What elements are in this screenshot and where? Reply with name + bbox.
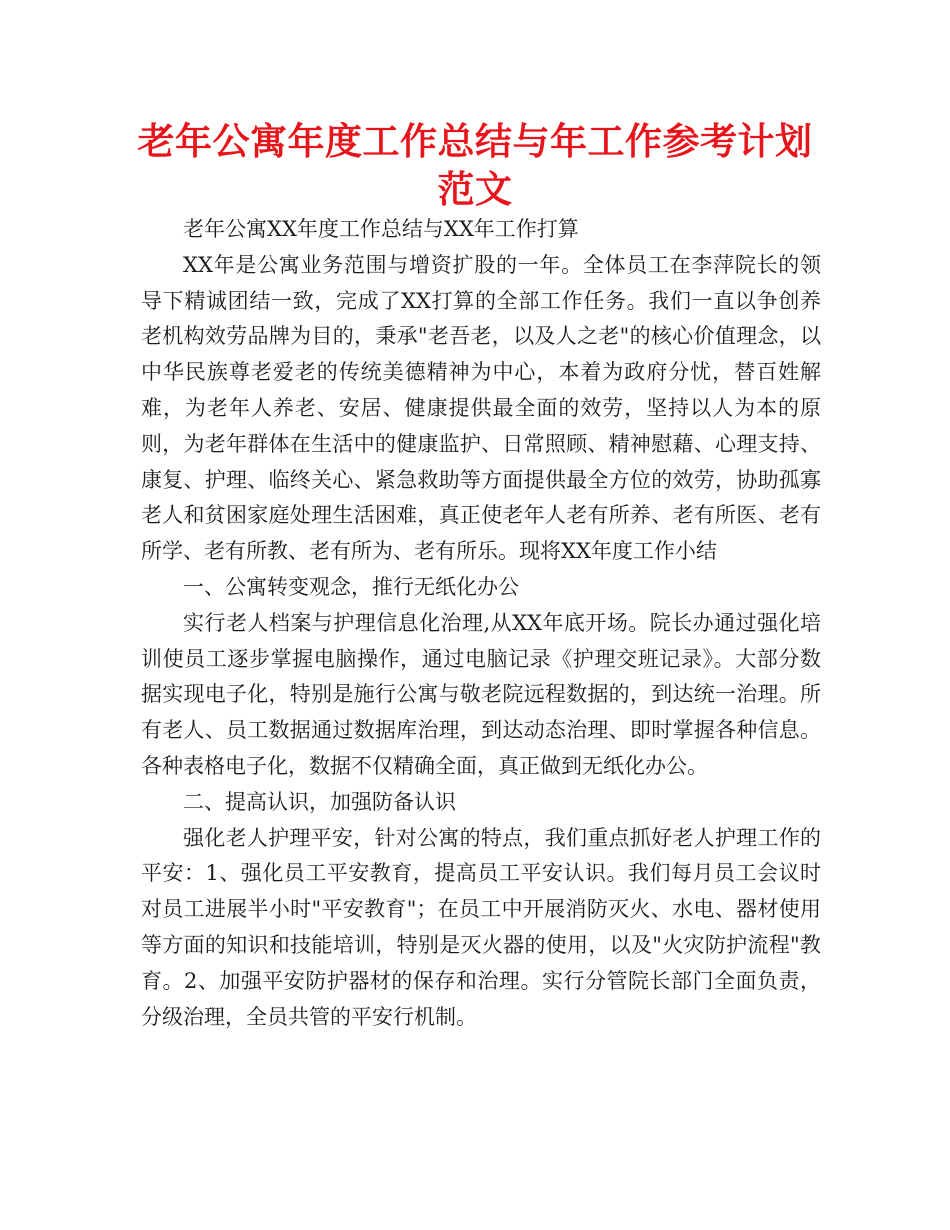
subtitle-paragraph: 老年公寓XX年度工作总结与XX年工作打算 xyxy=(183,217,579,241)
section-paragraph-1: 实行老人档案与护理信息化治理,从XX年底开场。院长办通过强化培训使员工逐步掌握电脑操作，通过电脑记录《护理交班记录》。大部分数据实现电子化，特别是施行公寓与敬老院远程数据的，到达统一治理。所有老人、员工数据通过数据库治理，到达动态治理、即时掌握各种信息。各种表格电子化，数据不仅精确全面，真正做到无纸化办公。 xyxy=(141,610,821,778)
section-heading-2: 二、提高认识，加强防备认识 xyxy=(183,789,456,814)
section-heading-1: 一、公寓转变观念，推行无纸化办公 xyxy=(183,574,519,599)
intro-paragraph: XX年是公寓业务范围与增资扩股的一年。全体员工在李萍院长的领导下精诚团结一致，完成了XX打算的全部工作任务。我们一直以争创养老机构效劳品牌为目的，秉承"老吾老，以及人之老"的核心价值理念，以中华民族尊老爱老的传统美德精神为中心，本着为政府分忧，替百姓解难，为老年人养老、安居、健康提供最全面的效劳，坚持以人为本的原则，为老年群体在生活中的健康监护、日常照顾、精神慰藉、心理支持、康复、护理、临终关心、紧急救助等方面提供最全方位的效劳，协助孤寡老人和贫困家庭处理生活困难，真正使老年人老有所养、老有所医、老有所学、老有所教、老有所为、老有所乐。现将XX年度工作小结 xyxy=(141,252,821,564)
section-paragraph-2: 强化老人护理平安，针对公寓的特点，我们重点抓好老人护理工作的平安：1、强化员工平安教育，提高员工平安认识。我们每月员工会议时对员工进展半小时"平安教育"；在员工中开展消防灭火、水电、器材使用等方面的知识和技能培训，特别是灭火器的使用，以及"火灾防护流程"教育。2、加强平安防护器材的保存和治理。实行分管院长部门全面负责，分级治理，全员共管的平安行机制。 xyxy=(141,825,821,1029)
document-body xyxy=(141,212,821,1035)
document-title: 老年公寓年度工作总结与年工作参考计划范文 xyxy=(137,120,813,211)
